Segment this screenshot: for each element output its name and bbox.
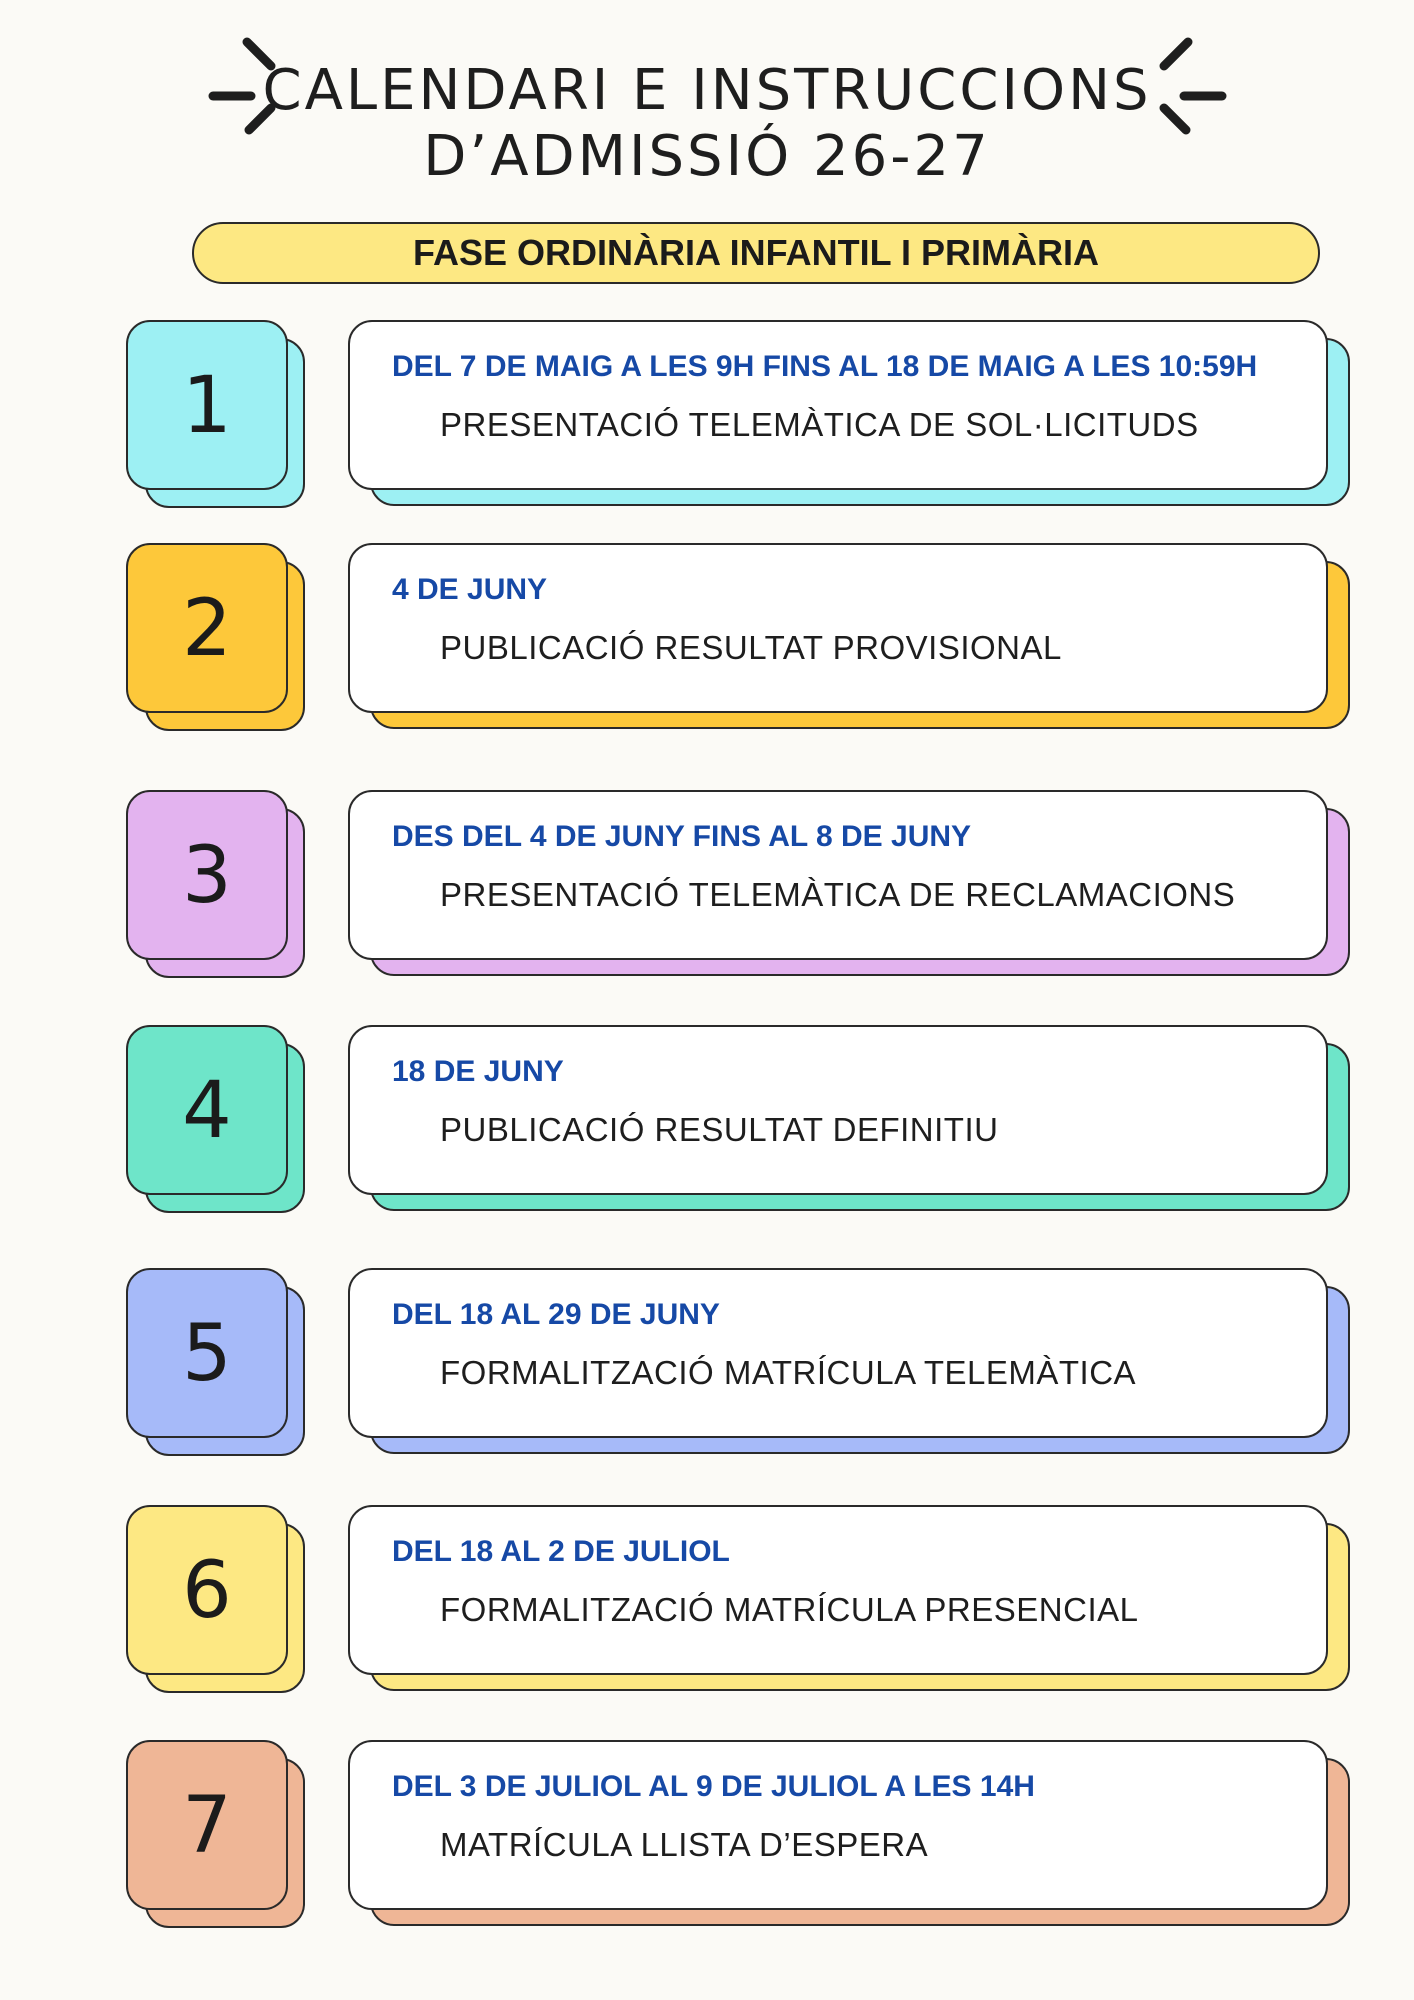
step-number-badge: 2 — [126, 543, 288, 713]
step-row — [0, 1505, 1414, 1695]
step-number-badge: 4 — [126, 1025, 288, 1195]
step-date: DEL 7 DE MAIG A LES 9H FINS AL 18 DE MAIG A LES 10:59H — [392, 350, 1258, 383]
step-number-badge: 7 — [126, 1740, 288, 1910]
step-row — [0, 1268, 1414, 1458]
step-description: FORMALITZACIÓ MATRÍCULA TELEMÀTICA — [440, 1354, 1137, 1391]
step-description: FORMALITZACIÓ MATRÍCULA PRESENCIAL — [440, 1591, 1139, 1628]
step-date: DEL 3 DE JULIOL AL 9 DE JULIOL A LES 14H — [392, 1770, 1035, 1803]
step-date: 4 DE JUNY — [392, 573, 548, 606]
step-description: PRESENTACIÓ TELEMÀTICA DE RECLAMACIONS — [440, 876, 1236, 913]
step-number-badge: 5 — [126, 1268, 288, 1438]
step-description: PUBLICACIÓ RESULTAT DEFINITIU — [440, 1111, 999, 1148]
step-date: DES DEL 4 DE JUNY FINS AL 8 DE JUNY — [392, 820, 972, 853]
step-description: MATRÍCULA LLISTA D’ESPERA — [440, 1826, 929, 1863]
step-card — [348, 1025, 1328, 1195]
step-description: PUBLICACIÓ RESULTAT PROVISIONAL — [440, 629, 1062, 666]
step-card — [348, 543, 1328, 713]
page-title-line2: D’ADMISSIÓ 26-27 — [423, 124, 991, 189]
step-card — [348, 1740, 1328, 1910]
step-description: PRESENTACIÓ TELEMÀTICA DE SOL·LICITUDS — [440, 406, 1199, 443]
step-number-badge: 6 — [126, 1505, 288, 1675]
page-title — [0, 58, 1414, 190]
step-card — [348, 1268, 1328, 1438]
step-number-badge: 1 — [126, 320, 288, 490]
phase-banner: FASE ORDINÀRIA INFANTIL I PRIMÀRIA — [192, 222, 1320, 284]
step-card — [348, 320, 1328, 490]
step-row — [0, 1740, 1414, 1930]
step-card — [348, 790, 1328, 960]
step-date: 18 DE JUNY — [392, 1055, 564, 1088]
step-row — [0, 320, 1414, 510]
step-date: DEL 18 AL 2 DE JULIOL — [392, 1535, 730, 1568]
step-number-badge: 3 — [126, 790, 288, 960]
step-date: DEL 18 AL 29 DE JUNY — [392, 1298, 720, 1331]
step-row — [0, 1025, 1414, 1215]
step-row — [0, 790, 1414, 980]
step-row — [0, 543, 1414, 733]
page-title-line1: CALENDARI E INSTRUCCIONS — [262, 58, 1152, 123]
step-card — [348, 1505, 1328, 1675]
